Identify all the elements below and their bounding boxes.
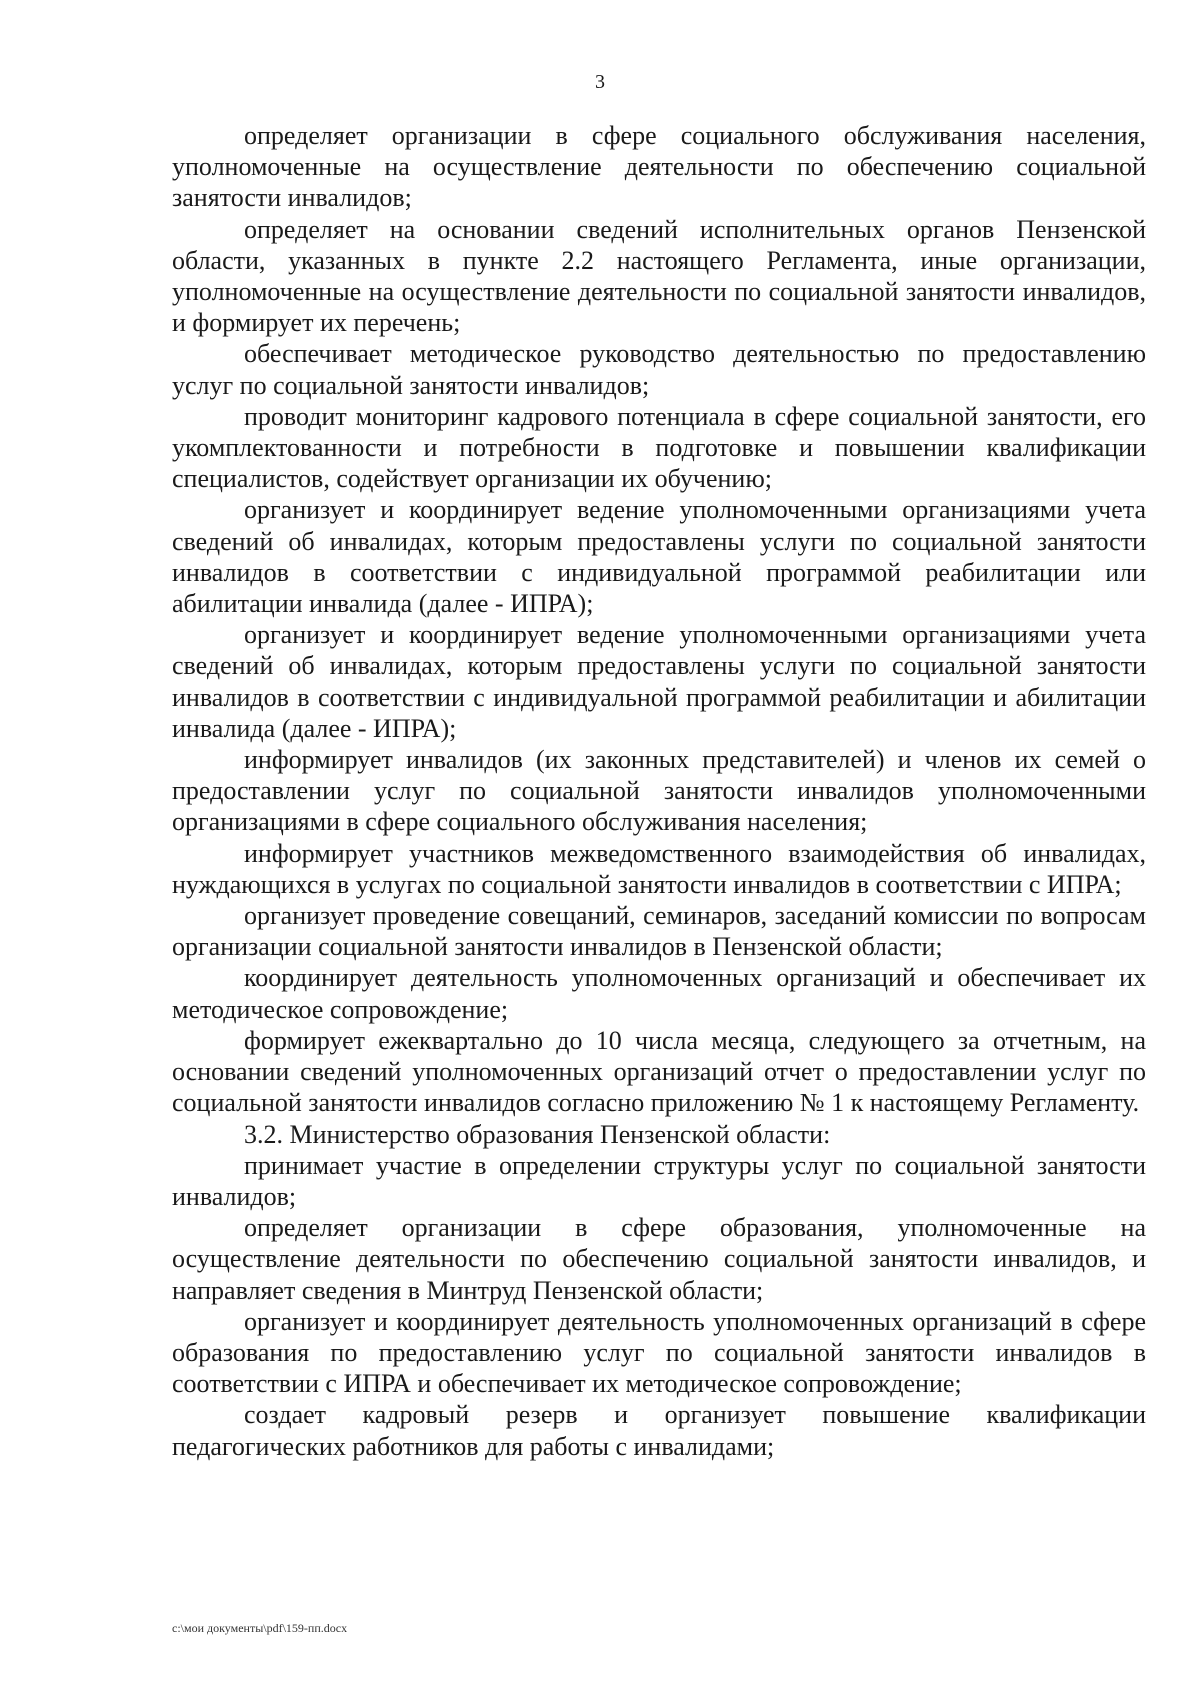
- paragraph: проводит мониторинг кадрового потенциала в сфере социальной занятости, его укомплектованности и потребности в подготовке и повышении квалификации специалистов, содействует организации их обучению;: [172, 401, 1146, 494]
- paragraph: организует проведение совещаний, семинаров, заседаний комиссии по вопросам организации социальной занятости инвалидов в Пензенской области;: [172, 901, 1146, 962]
- paragraph: организует и координирует ведение уполномоченными организациями учета сведений об инвалидах, которым предоставлены услуги по социальной занятости инвалидов в соответствии с индивидуальной программой реабилитации и абилитации инвалида (далее - ИПРА);: [172, 620, 1146, 743]
- paragraph: принимает участие в определении структуры услуг по социальной занятости инвалидов;: [172, 1150, 1146, 1211]
- paragraph: координирует деятельность уполномоченных организаций и обеспечивает их методическое сопровождение;: [172, 963, 1146, 1024]
- paragraph: организует и координирует ведение уполномоченными организациями учета сведений об инвалидах, которым предоставлены услуги по социальной занятости инвалидов в соответствии с индивидуальной программой реабилитации или абилитации инвалида (далее - ИПРА);: [172, 495, 1146, 619]
- document-body: [172, 120, 1146, 1462]
- paragraph: информирует участников межведомственного взаимодействия об инвалидах, нуждающихся в услугах по социальной занятости инвалидов в соответствии с ИПРА;: [172, 838, 1146, 899]
- section-heading: 3.2. Министерство образования Пензенской области:: [244, 1119, 831, 1149]
- paragraph: обеспечивает методическое руководство деятельностью по предоставлению услуг по социальной занятости инвалидов;: [172, 339, 1146, 400]
- paragraph: информирует инвалидов (их законных представителей) и членов их семей о предоставлении услуг по социальной занятости инвалидов уполномоченными организациями в сфере социального обслуживания населения;: [172, 745, 1146, 837]
- paragraph: организует и координирует деятельность уполномоченных организаций в сфере образования по предоставлению услуг по социальной занятости инвалидов в соответствии с ИПРА и обеспечивает их методическое сопровождение;: [172, 1306, 1146, 1399]
- paragraph: определяет организации в сфере социального обслуживания населения, уполномоченные на осуществление деятельности по обеспечению социальной занятости инвалидов;: [172, 121, 1146, 213]
- paragraph: определяет организации в сфере образования, уполномоченные на осуществление деятельности по обеспечению социальной занятости инвалидов, и направляет сведения в Минтруд Пензенской области;: [172, 1213, 1146, 1305]
- paragraph: формирует ежеквартально до 10 числа месяца, следующего за отчетным, на основании сведений уполномоченных организаций отчет о предоставлении услуг по социальной занятости инвалидов согласно приложению № 1 к настоящему Регламенту.: [172, 1025, 1146, 1118]
- paragraph: создает кадровый резерв и организует повышение квалификации педагогических работников для работы с инвалидами;: [172, 1400, 1146, 1461]
- page-number: 3: [595, 71, 605, 93]
- footer-file-path: c:\мои документы\pdf\159-пп.docx: [172, 1621, 348, 1635]
- paragraph: определяет на основании сведений исполнительных органов Пензенской области, указанных в пункте 2.2 настоящего Регламента, иные организации, уполномоченные на осуществление деятельности по социальной занятости инвалидов, и формирует их перечень;: [172, 214, 1146, 338]
